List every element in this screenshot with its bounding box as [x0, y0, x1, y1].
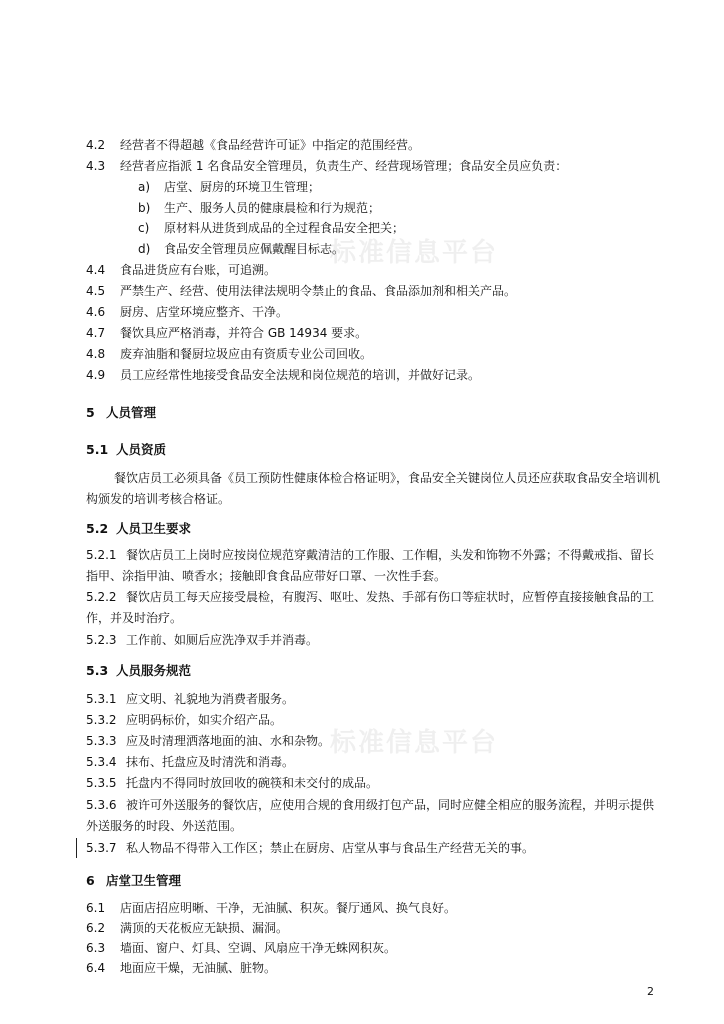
section-heading-5-1: 5.1 人员资质	[86, 442, 167, 457]
clause-4-8: 4.8 废弃油脂和餐厨垃圾应由有资质专业公司回收。	[86, 347, 373, 361]
clause-4-3: 4.3 经营者应指派 1 名食品安全管理员，负责生产、经营现场管理；食品安全员应负责：	[86, 159, 568, 173]
sub-item-a: a) 店堂、厨房的环境卫生管理；	[138, 180, 321, 194]
clause-6-2: 6.2 满顶的天花板应无缺损、漏洞。	[86, 921, 289, 935]
clause-4-7: 4.7 餐饮具应严格消毒，并符合 GB 14934 要求。	[86, 326, 368, 340]
clause-5-3-1: 5.3.1 应文明、礼貌地为消费者服务。	[86, 692, 295, 706]
clause-5-3-7: 5.3.7 私人物品不得带入工作区；禁止在厨房、店堂从事与食品生产经营无关的事。	[86, 841, 535, 855]
clause-5-3-5: 5.3.5 托盘内不得同时放回收的碗筷和未交付的成品。	[86, 776, 379, 790]
clause-4-5: 4.5 严禁生产、经营、使用法律法规明令禁止的食品、食品添加剂和相关产品。	[86, 284, 517, 298]
clause-5-3-4: 5.3.4 抹布、托盘应及时清洗和消毒。	[86, 755, 295, 769]
sub-item-d: d) 食品安全管理员应佩戴醒目标志。	[138, 242, 345, 256]
clause-5-3-3: 5.3.3 应及时清理洒落地面的油、水和杂物。	[86, 734, 331, 748]
sub-item-b: b) 生产、服务人员的健康晨检和行为规范；	[138, 201, 381, 215]
page-number: 2	[647, 985, 654, 998]
clause-5-2-1: 5.2.1 餐饮店员工上岗时应按岗位规范穿戴清洁的工作服、工作帽，头发和饰物不外露；不得戴戒指、留长指甲、涂指甲油、喷香水；接触即食食品应带好口罩、一次性手套。	[86, 548, 655, 583]
clause-5-2-3: 5.2.3 工作前、如厕后应洗净双手并消毒。	[86, 633, 319, 647]
section-heading-6: 6 店堂卫生管理	[86, 873, 182, 888]
clause-5-3-2: 5.3.2 应明码标价，如实介绍产品。	[86, 713, 283, 727]
section-heading-5-3: 5.3 人员服务规范	[86, 663, 192, 678]
watermark: 标准信息平台	[330, 238, 499, 268]
clause-6-1: 6.1 店面店招应明晰、干净，无油腻、积灰。餐厅通风、换气良好。	[86, 901, 457, 915]
revision-bar	[76, 838, 77, 858]
paragraph-5-1: 餐饮店员工必须具备《员工预防性健康体检合格证明》，食品安全关键岗位人员还应获取食品安全培训机构颁发的培训考核合格证。	[86, 471, 661, 506]
clause-6-4: 6.4 地面应干燥，无油腻、脏物。	[86, 961, 277, 975]
clause-4-6: 4.6 厨房、店堂环境应整齐、干净。	[86, 305, 289, 319]
watermark: 标准信息平台	[330, 728, 499, 758]
clause-5-2-2: 5.2.2 餐饮店员工每天应接受晨检，有腹泻、呕吐、发热、手部有伤口等症状时，应暂停直接接触食品的工作，并及时治疗。	[86, 590, 655, 625]
clause-4-9: 4.9 员工应经常性地接受食品安全法规和岗位规范的培训，并做好记录。	[86, 368, 481, 382]
clause-6-3: 6.3 墙面、窗户、灯具、空调、风扇应干净无蛛网积灰。	[86, 941, 397, 955]
section-heading-5: 5 人员管理	[86, 405, 157, 420]
clause-4-2: 4.2 经营者不得超越《食品经营许可证》中指定的范围经营。	[86, 138, 421, 152]
sub-item-c: c) 原材料从进货到成品的全过程食品安全把关；	[138, 221, 405, 235]
clause-5-3-6: 5.3.6 被许可外送服务的餐饮店，应使用合规的食用级打包产品，同时应健全相应的服务流程，并明示提供外送服务的时段、外送范围。	[86, 798, 655, 833]
section-heading-5-2: 5.2 人员卫生要求	[86, 521, 192, 536]
clause-4-4: 4.4 食品进货应有台账，可追溯。	[86, 263, 277, 277]
